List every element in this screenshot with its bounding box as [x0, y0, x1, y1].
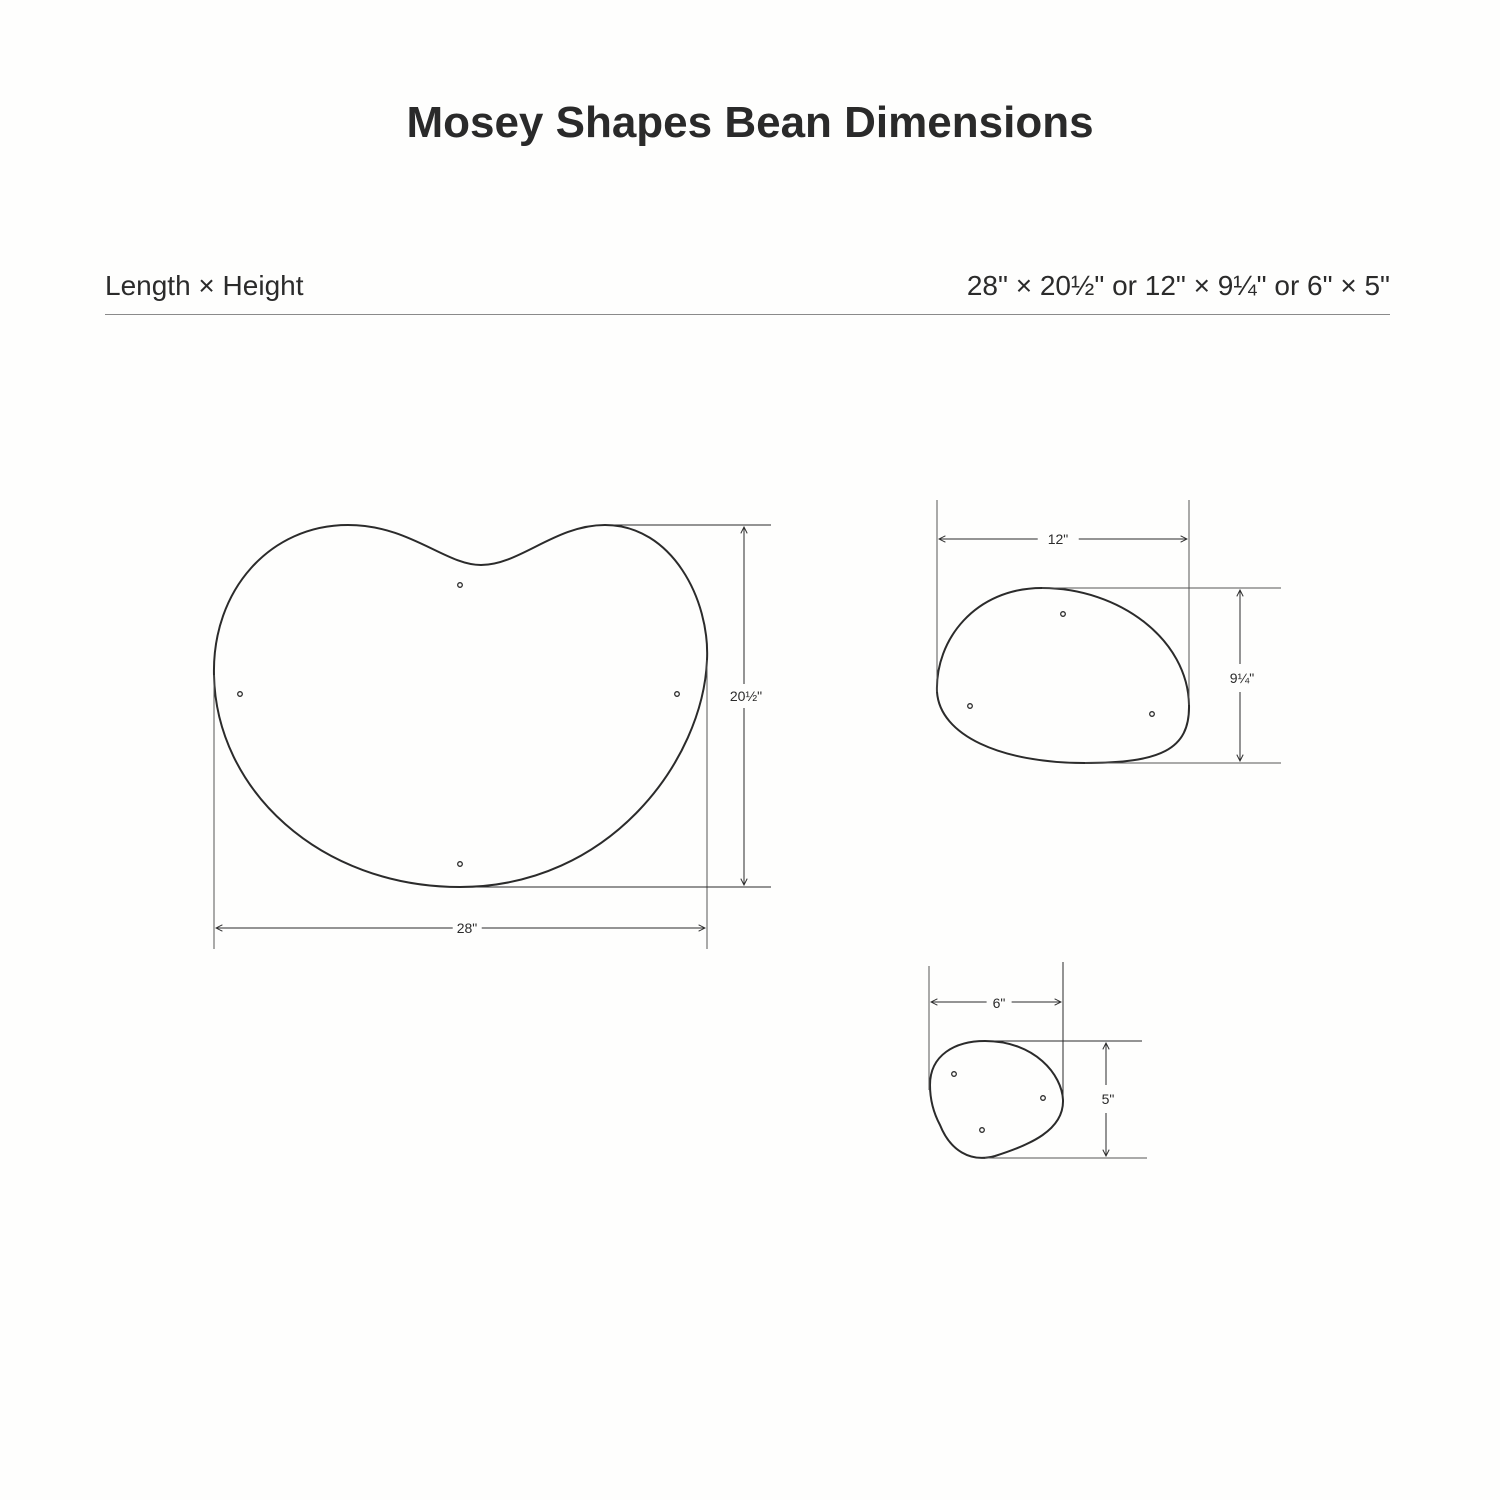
spec-value: 28" × 20½" or 12" × 9¼" or 6" × 5": [966, 270, 1390, 301]
mount-hole-icon: [238, 692, 243, 697]
small-bean-group: [929, 962, 1147, 1158]
medium-width-label: 12": [1038, 531, 1079, 547]
mount-hole-icon: [968, 704, 973, 709]
large-bean-group: [214, 525, 771, 949]
medium-bean-outline: [937, 588, 1189, 763]
page-title: Mosey Shapes Bean Dimensions: [406, 98, 1094, 147]
large-width-label: 28": [453, 920, 482, 936]
small-height-label: 5": [1100, 1085, 1117, 1113]
large-height-label: 20½": [728, 684, 764, 708]
small-width-label: 6": [987, 995, 1012, 1011]
mount-hole-icon: [675, 692, 680, 697]
mount-hole-icon: [1041, 1096, 1046, 1101]
mount-hole-icon: [980, 1128, 985, 1133]
medium-height-label: 9¼": [1228, 664, 1256, 692]
medium-bean-group: [937, 500, 1281, 763]
mount-hole-icon: [1061, 612, 1066, 617]
spec-label: Length × Height: [105, 270, 304, 301]
mount-hole-icon: [458, 862, 463, 867]
mount-hole-icon: [458, 583, 463, 588]
large-bean-outline: [214, 525, 707, 887]
small-bean-outline: [930, 1041, 1063, 1158]
mount-hole-icon: [952, 1072, 957, 1077]
mount-hole-icon: [1150, 712, 1155, 717]
